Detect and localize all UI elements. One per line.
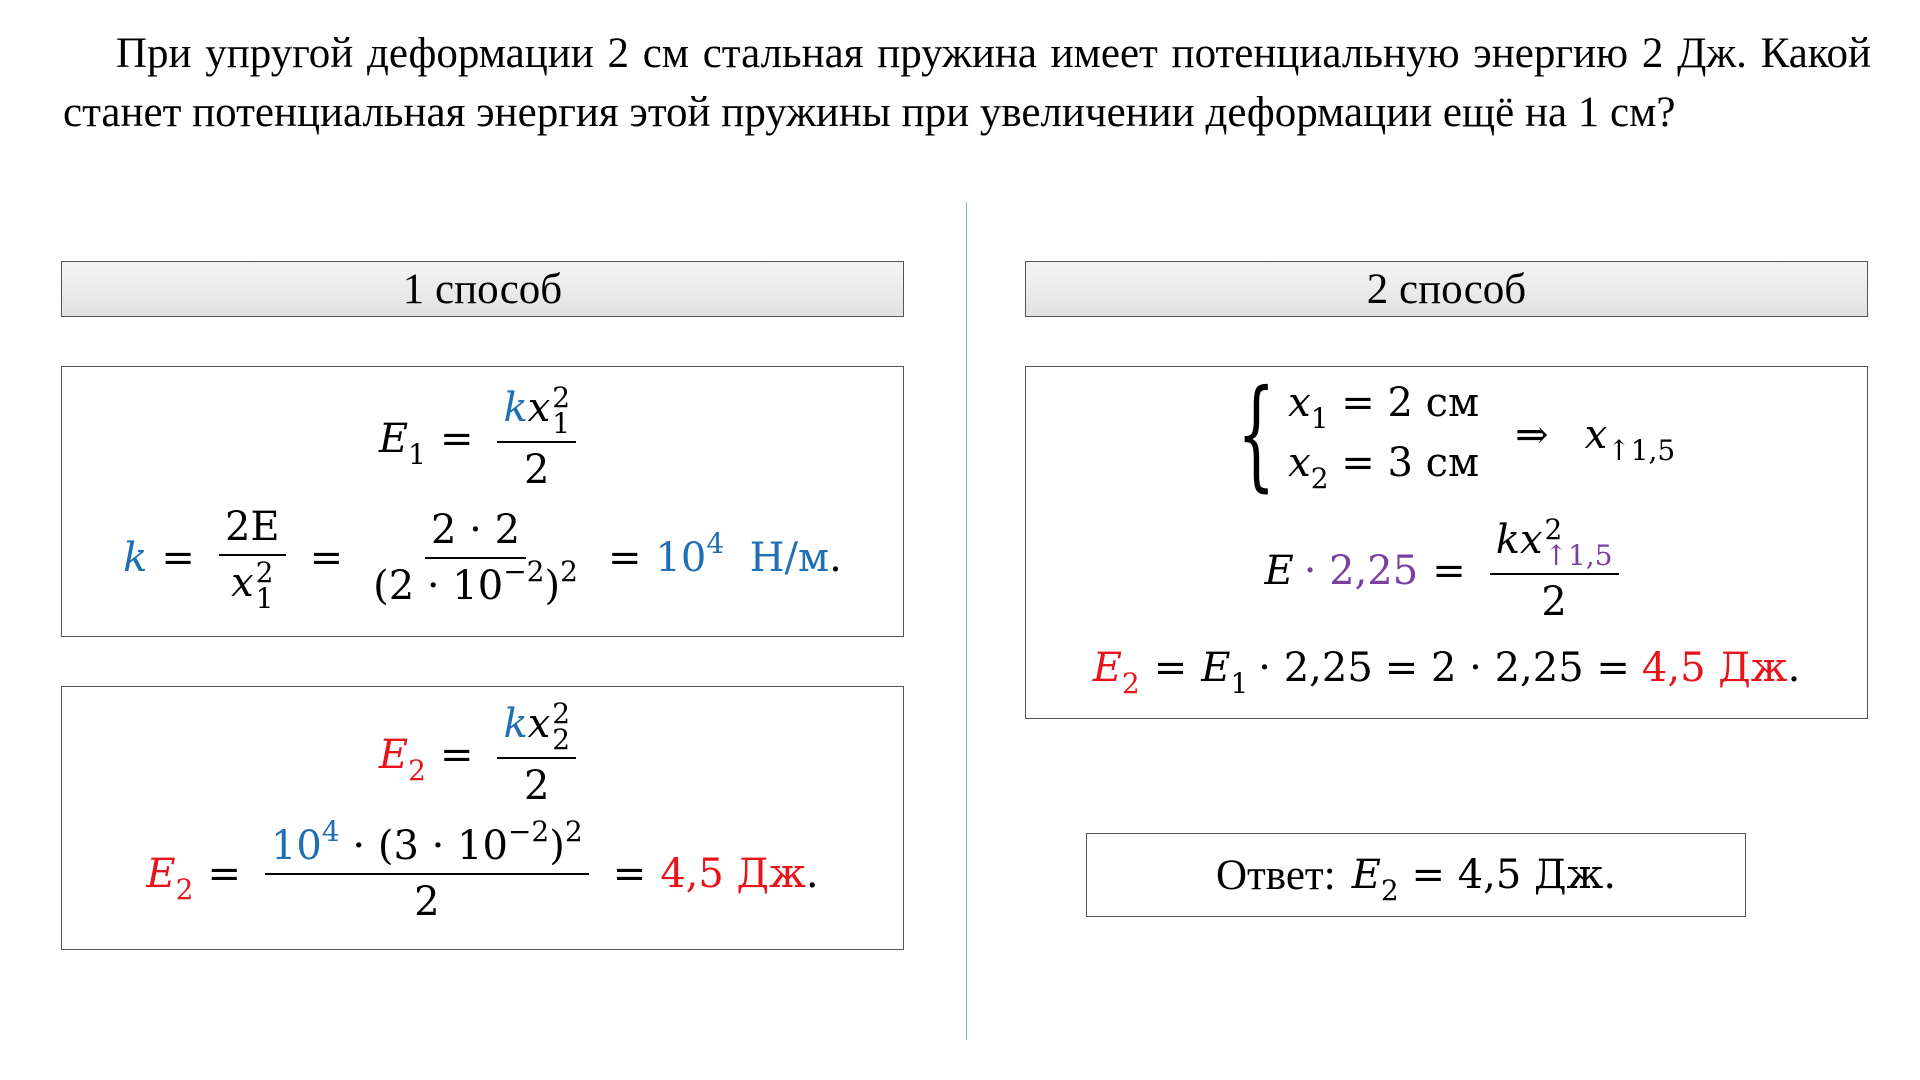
- equation-k: k = 2E x 2 1 = $\frac{2 \cdot 2}{(2 \cdot 10^{-2})^2}$ = $10^4$ Н/м .: [123, 504, 842, 615]
- equation-E2-value: $E_2$ = $\frac{10^4 \cdot (3 \cdot 10^{-2})^2}{2}$ = 4,5 Дж .: [146, 815, 819, 925]
- answer-label: Ответ:: [1215, 851, 1336, 899]
- method1-box1: [61, 366, 904, 637]
- equation-E2-result: $E_2$ = $E_1$ · 2,25 = 2 · 2,25 = 4,5 Дж .: [1092, 645, 1801, 700]
- column-divider: [966, 202, 967, 1040]
- method2-header: 2 способ: [1025, 261, 1868, 317]
- method1-box2: [61, 686, 904, 950]
- method1-header: 1 способ: [61, 261, 904, 317]
- method2-box: [1025, 366, 1868, 719]
- equation-E1: $E_1$ = kx 2 1 2: [62, 385, 903, 493]
- problem-statement: При упругой деформации 2 см стальная пружина имеет потенциальную энергию 2 Дж. Какой станет потенциальная энергия этой пружины при увеличении деформации ещё на 1 см?: [63, 30, 1871, 136]
- answer-value: $E_2 = 4,5$ Дж.: [1351, 852, 1617, 907]
- answer-box: [1086, 833, 1746, 917]
- equation-ratio: E · 2,25 = kx 2 ↑1,5 2: [1026, 517, 1867, 625]
- equation-E2-formula: $E_2$ = kx 2 2 2: [62, 701, 903, 809]
- system-x1-x2: { $x_1 = 2$ см $x_2 = 3$ см ⇒ $x_{↑1,5}$: [1236, 365, 1676, 504]
